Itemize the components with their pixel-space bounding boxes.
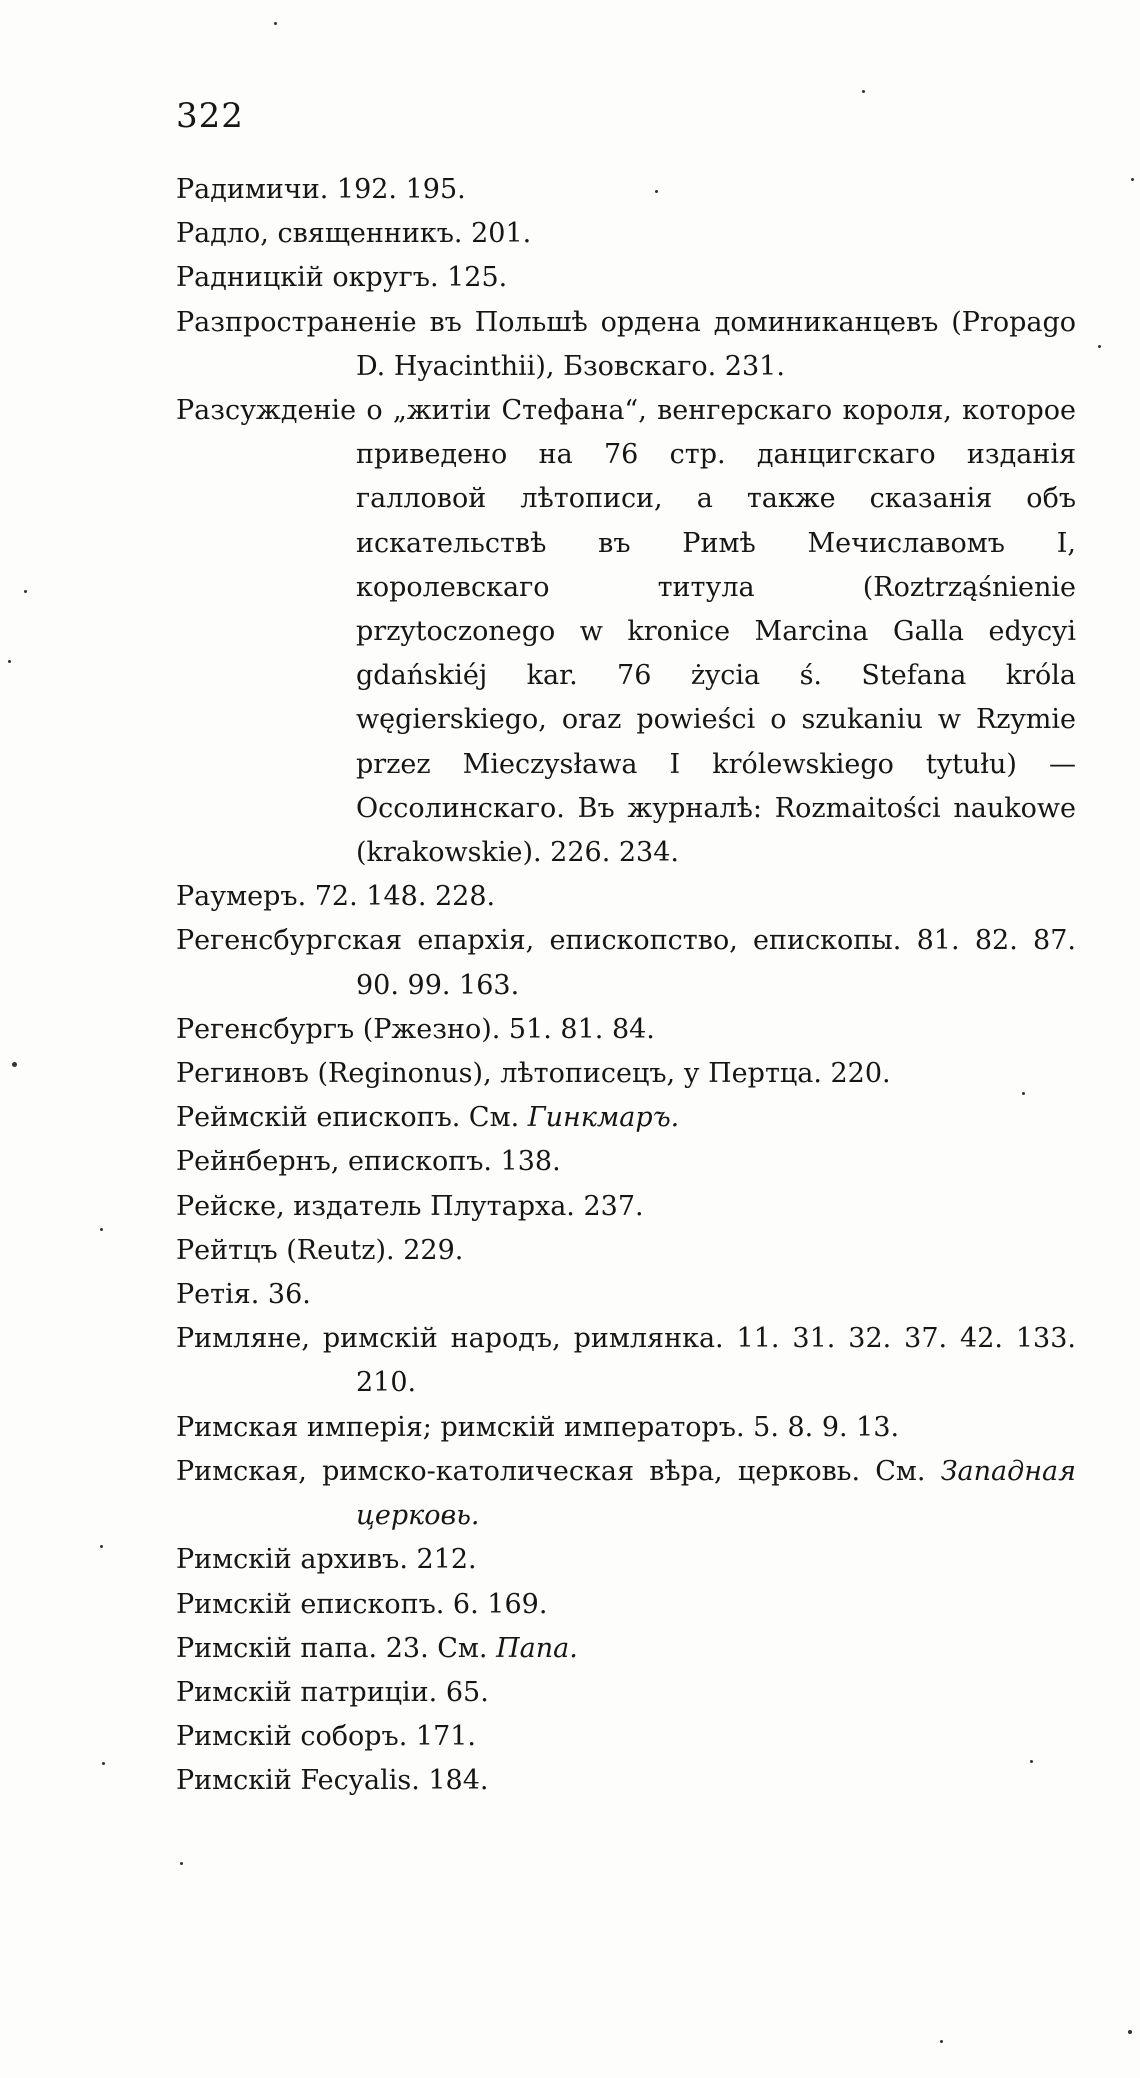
index-entry: Региновъ (Reginonus), лѣтописецъ, у Пертца. 220. [176, 1058, 891, 1090]
index-entry: Рейнбернъ, епископъ. 138. [176, 1146, 561, 1178]
index-entry: Ретія. 36. [176, 1279, 311, 1311]
scan-speck [940, 2040, 943, 2043]
page-number: 322 [176, 96, 244, 136]
index-entry: Римскій папа. 23. См. Папа. [176, 1632, 578, 1664]
scan-speck [180, 1862, 183, 1865]
index-entry: Римскій соборъ. 171. [176, 1721, 477, 1753]
index-entry: Радло, священникъ. 201. [176, 218, 532, 250]
scan-speck [12, 1062, 17, 1067]
scan-speck [655, 190, 658, 193]
index-entry: Регенсбургъ (Ржезно). 51. 81. 84. [176, 1013, 655, 1045]
index-entry: Римскій патриціи. 65. [176, 1676, 489, 1708]
index-entry: Реймскій епископъ. См. Гинкмаръ. [176, 1102, 680, 1134]
index-entry: Разсужденіе о „житіи Стефана“, венгерскаго короля, которое приведено на 76 стр. данцигскаго изданія галловой лѣтописи, а также сказанія объ искательствѣ въ Римѣ Мечиславомъ I, королевскаго титула (Roztrząśnienie przytoczonego w kronice Marcina Galla edycyi gdańskiéj kar. 76 życia ś. Stefana króla węgierskiego, oraz powieści o szukaniu w Rzymie przez Mieczysława I królewskiego tytułu) — Оссолинскаго. Въ журналѣ: Rozmaitości naukowe (krakowskie). 226. 234. [176, 395, 1076, 869]
scan-speck [100, 1545, 103, 1548]
index-entry: Радницкій округъ. 125. [176, 262, 508, 294]
scan-speck [24, 590, 27, 593]
index-entry: Римскій архивъ. 212. [176, 1544, 477, 1576]
cross-reference: Западная церковь. [356, 1455, 1076, 1532]
scan-speck [1098, 345, 1101, 348]
index-entry: Рейске, издатель Плутарха. 237. [176, 1190, 644, 1222]
scan-speck [1022, 1092, 1025, 1095]
scan-speck [1131, 178, 1134, 181]
index-entry: Римская, римско-католическая вѣра, церковь. См. Западная церковь. [176, 1455, 1076, 1532]
index-entries [176, 168, 1076, 1804]
cross-reference: Папа. [496, 1632, 578, 1664]
scan-speck [1030, 1760, 1033, 1763]
cross-reference: Гинкмаръ. [527, 1102, 680, 1134]
index-entry: Римляне, римскій народъ, римлянка. 11. 31. 32. 37. 42. 133. 210. [176, 1323, 1076, 1399]
index-entry: Раумеръ. 72. 148. 228. [176, 881, 496, 913]
scan-speck [102, 1762, 105, 1765]
index-entry: Радимичи. 192. 195. [176, 174, 466, 205]
scan-speck [862, 90, 865, 93]
index-entry: Римскій Fecyalis. 184. [176, 1765, 489, 1797]
scan-speck [100, 1228, 103, 1231]
scan-speck [274, 22, 277, 25]
index-entry: Римскій епископъ. 6. 169. [176, 1588, 548, 1620]
scan-speck [8, 660, 11, 663]
index-entry: Разпространеніе въ Польшѣ ордена доминиканцевъ (Propago D. Hyacinthii), Бзовскаго. 231. [176, 306, 1076, 382]
scan-speck [1128, 2030, 1132, 2034]
index-entry: Римская имперія; римскій императоръ. 5. 8. 9. 13. [176, 1411, 900, 1443]
index-entry: Регенсбургская епархія, епископство, епископы. 81. 82. 87. 90. 99. 163. [176, 925, 1076, 1001]
index-entry: Рейтцъ (Reutz). 229. [176, 1234, 464, 1266]
